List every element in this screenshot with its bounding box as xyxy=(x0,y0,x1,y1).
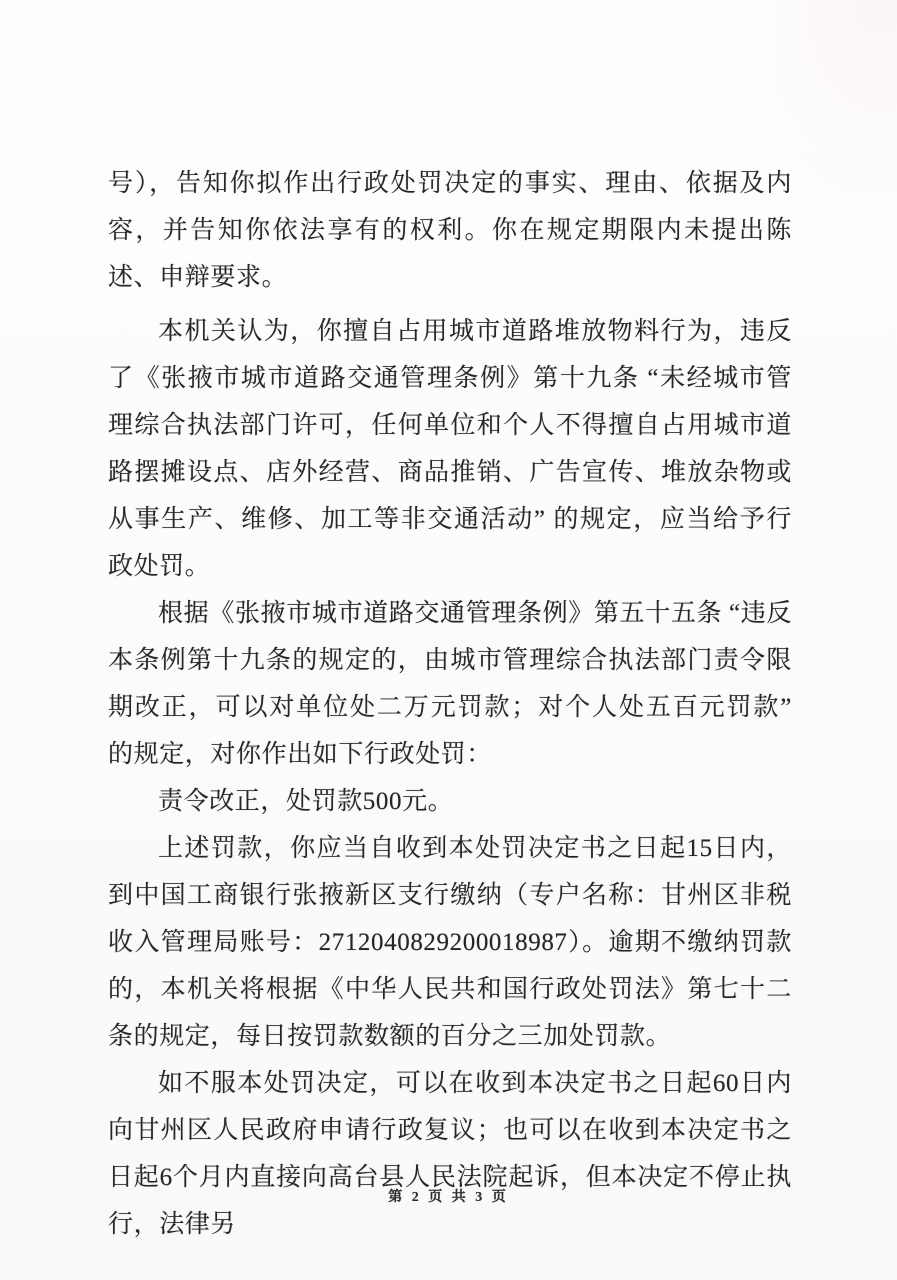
body-paragraph-continuation: 号），告知你拟作出行政处罚决定的事实、理由、依据及内容，并告知你依法享有的权利。你在规定期限内未提出陈述、申辩要求。 xyxy=(108,170,792,291)
body-paragraph-findings: 本机关认为，你擅自占用城市道路堆放物料行为，违反了《张掖市城市道路交通管理条例》第十九条 “未经城市管理综合执法部门许可，任何单位和个人不得擅自占用城市道路摆摊设点、店外经营、商品推销、广告宣传、堆放杂物或从事生产、维修、加工等非交通活动” 的规定，应当给予行政处罚。 xyxy=(108,318,792,580)
document-body xyxy=(108,160,792,1248)
body-paragraph-penalty-decision: 责令改正，处罚款500元。 xyxy=(158,788,454,815)
body-paragraph-appeal-rights: 如不服本处罚决定，可以在收到本决定书之日起60日内向甘州区人民政府申请行政复议；也可以在收到本决定书之日起6个月内直接向高台县人民法院起诉，但本决定不停止执行，法律另 xyxy=(108,1070,792,1238)
page-number-footer: 第 2 页 共 3 页 xyxy=(388,1190,509,1205)
body-paragraph-legal-basis: 根据《张掖市城市道路交通管理条例》第五十五条 “违反本条例第十九条的规定的，由城市管理综合执法部门责令限期改正，可以对单位处二万元罚款；对个人处五百元罚款” 的规定，对你作出如下行政处罚： xyxy=(108,600,792,768)
body-paragraph-payment-instructions: 上述罚款，你应当自收到本处罚决定书之日起15日内，到中国工商银行张掖新区支行缴纳（专户名称：甘州区非税收入管理局账号：2712040829200018987）。逾期不缴纳罚款的，本机关将根据《中华人民共和国行政处罚法》第七十二条的规定，每日按罚款数额的百分之三加处罚款。 xyxy=(108,835,792,1050)
